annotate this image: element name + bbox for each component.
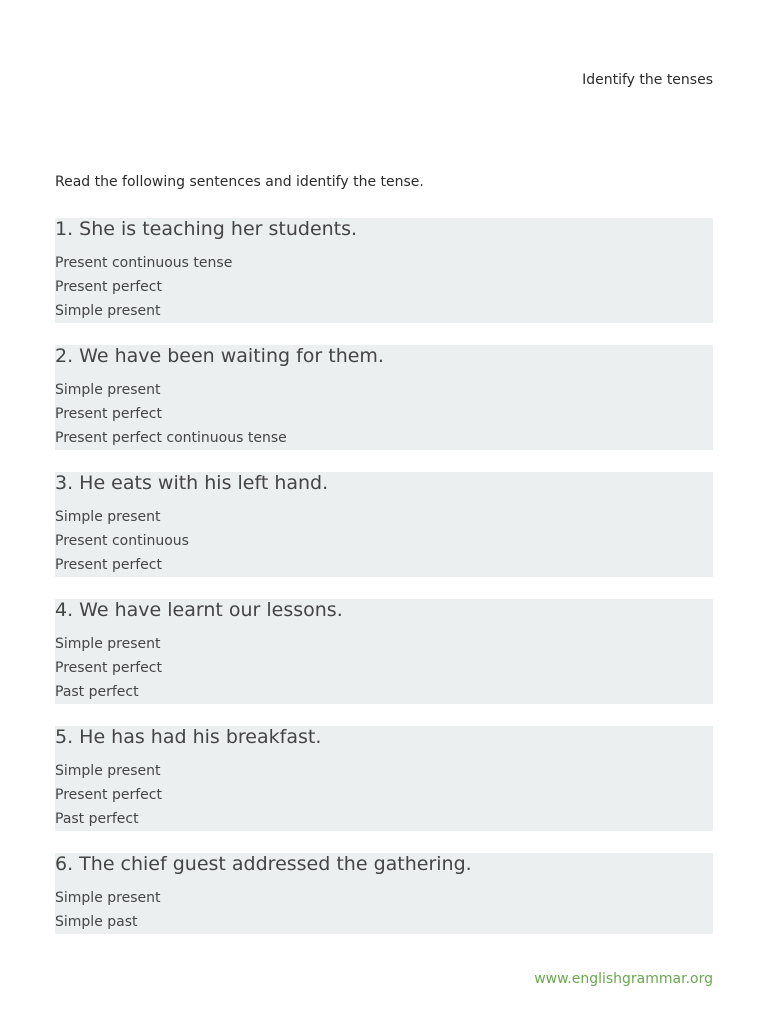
footer-link[interactable]: www.englishgrammar.org: [534, 971, 713, 987]
answer-option[interactable]: Present perfect continuous tense: [55, 430, 287, 446]
answer-option[interactable]: Past perfect: [55, 811, 139, 827]
answer-option[interactable]: Present perfect: [55, 279, 162, 295]
answer-option[interactable]: Simple present: [55, 890, 161, 906]
answer-option[interactable]: Simple present: [55, 763, 161, 779]
answer-option[interactable]: Present perfect: [55, 660, 162, 676]
instructions-text: Read the following sentences and identify the tense.: [55, 174, 424, 190]
question-text: 5. He has had his breakfast.: [55, 726, 322, 748]
question-text: 2. We have been waiting for them.: [55, 345, 384, 367]
question-text: 4. We have learnt our lessons.: [55, 599, 343, 621]
answer-option[interactable]: Past perfect: [55, 684, 139, 700]
answer-option[interactable]: Simple past: [55, 914, 138, 930]
answer-option[interactable]: Simple present: [55, 636, 161, 652]
answer-option[interactable]: Present perfect: [55, 787, 162, 803]
answer-option[interactable]: Present perfect: [55, 406, 162, 422]
question-block: [55, 218, 713, 323]
answer-option[interactable]: Present perfect: [55, 557, 162, 573]
question-block: [55, 599, 713, 704]
question-list: [55, 218, 713, 956]
question-block: [55, 345, 713, 450]
page-title: Identify the tenses: [582, 72, 713, 88]
question-block: [55, 853, 713, 934]
answer-option[interactable]: Simple present: [55, 303, 161, 319]
question-text: 1. She is teaching her students.: [55, 218, 358, 240]
question-text: 6. The chief guest addressed the gathering.: [55, 853, 472, 875]
answer-option[interactable]: Simple present: [55, 509, 161, 525]
question-block: [55, 472, 713, 577]
answer-option[interactable]: Present continuous: [55, 533, 189, 549]
question-text: 3. He eats with his left hand.: [55, 472, 329, 494]
answer-option[interactable]: Present continuous tense: [55, 255, 233, 271]
question-block: [55, 726, 713, 831]
answer-option[interactable]: Simple present: [55, 382, 161, 398]
